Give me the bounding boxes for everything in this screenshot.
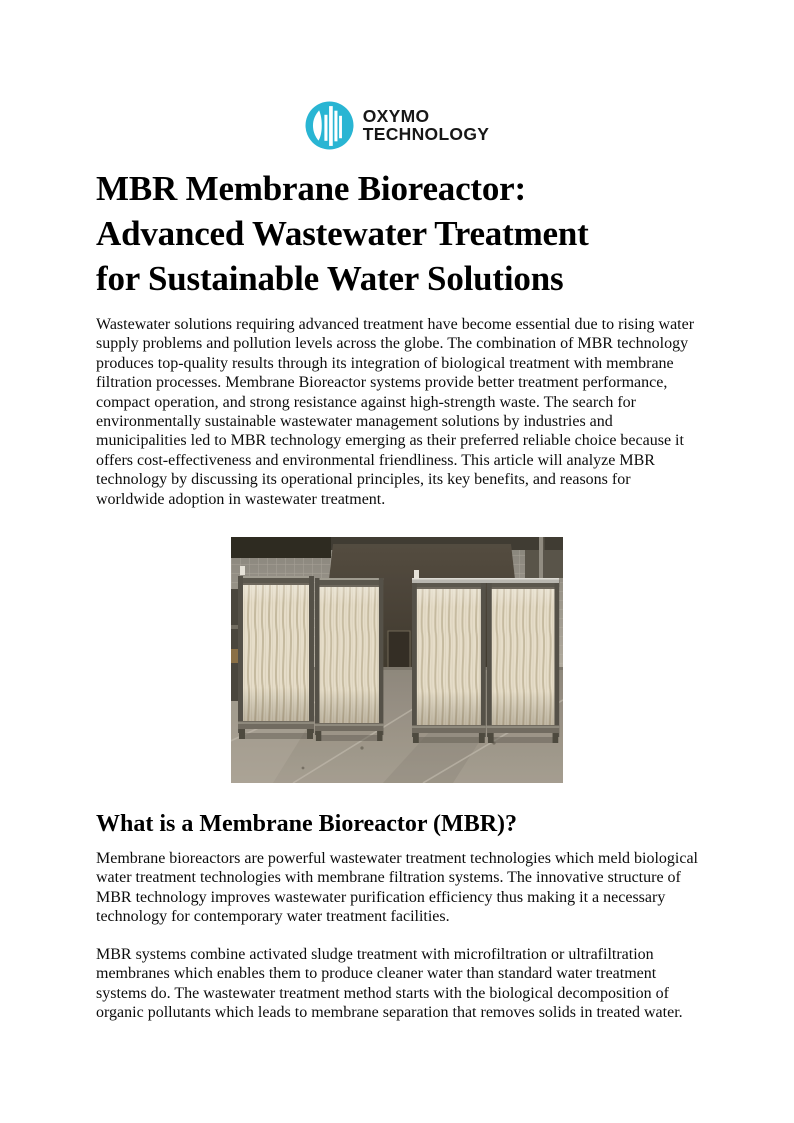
section-paragraph-1: Membrane bioreactors are powerful wastewater treatment technologies which meld biological water treatment technologies with membrane filtration systems. The innovative structure of MBR technology improves wastewater purification efficiency thus making it a necessary technology for contemporary water treatment facilities. [96,850,698,926]
intro-paragraph: Wastewater solutions requiring advanced treatment have become essential due to rising water supply problems and pollution levels across the globe. The combination of MBR technology produces top-quality results through its integration of biological treatment with membrane filtration processes. Membrane Bioreactor systems provide better treatment performance, compact operation, and strong resistance against high-strength waste. The search for environmentally sustainable wastewater management solutions by industries and municipalities led to MBR technology emerging as their preferred reliable choice because it offers cost-effectiveness and environmental friendliness. This article will analyze MBR technology by discussing its operational principles, its key benefits, and reasons for worldwide adoption in wastewater treatment. [96,316,695,508]
section-paragraph-2: MBR systems combine activated sludge treatment with microfiltration or ultrafiltration membranes which enables them to produce cleaner water than standard water treatment systems do. The wastewater treatment method starts with the biological decomposition of organic pollutants which leads to membrane separation that removes solids in treated water. [96,945,683,1021]
section-heading: What is a Membrane Bioreactor (MBR)? [96,811,518,838]
membrane-modules-illustration [231,537,563,783]
article-title-line2: Advanced Wastewater Treatment [96,214,589,253]
article-title [96,166,698,301]
membrane-modules-photo [231,537,563,783]
logo-wordmark [363,107,489,144]
article-title-line3: for Sustainable Water Solutions [96,259,564,298]
logo-line1: OXYMO [362,105,430,126]
logo [96,100,698,150]
article-title-line1: MBR Membrane Bioreactor: [96,169,526,208]
logo-line2: TECHNOLOGY [362,124,490,144]
skyline-circle-icon [305,101,354,150]
